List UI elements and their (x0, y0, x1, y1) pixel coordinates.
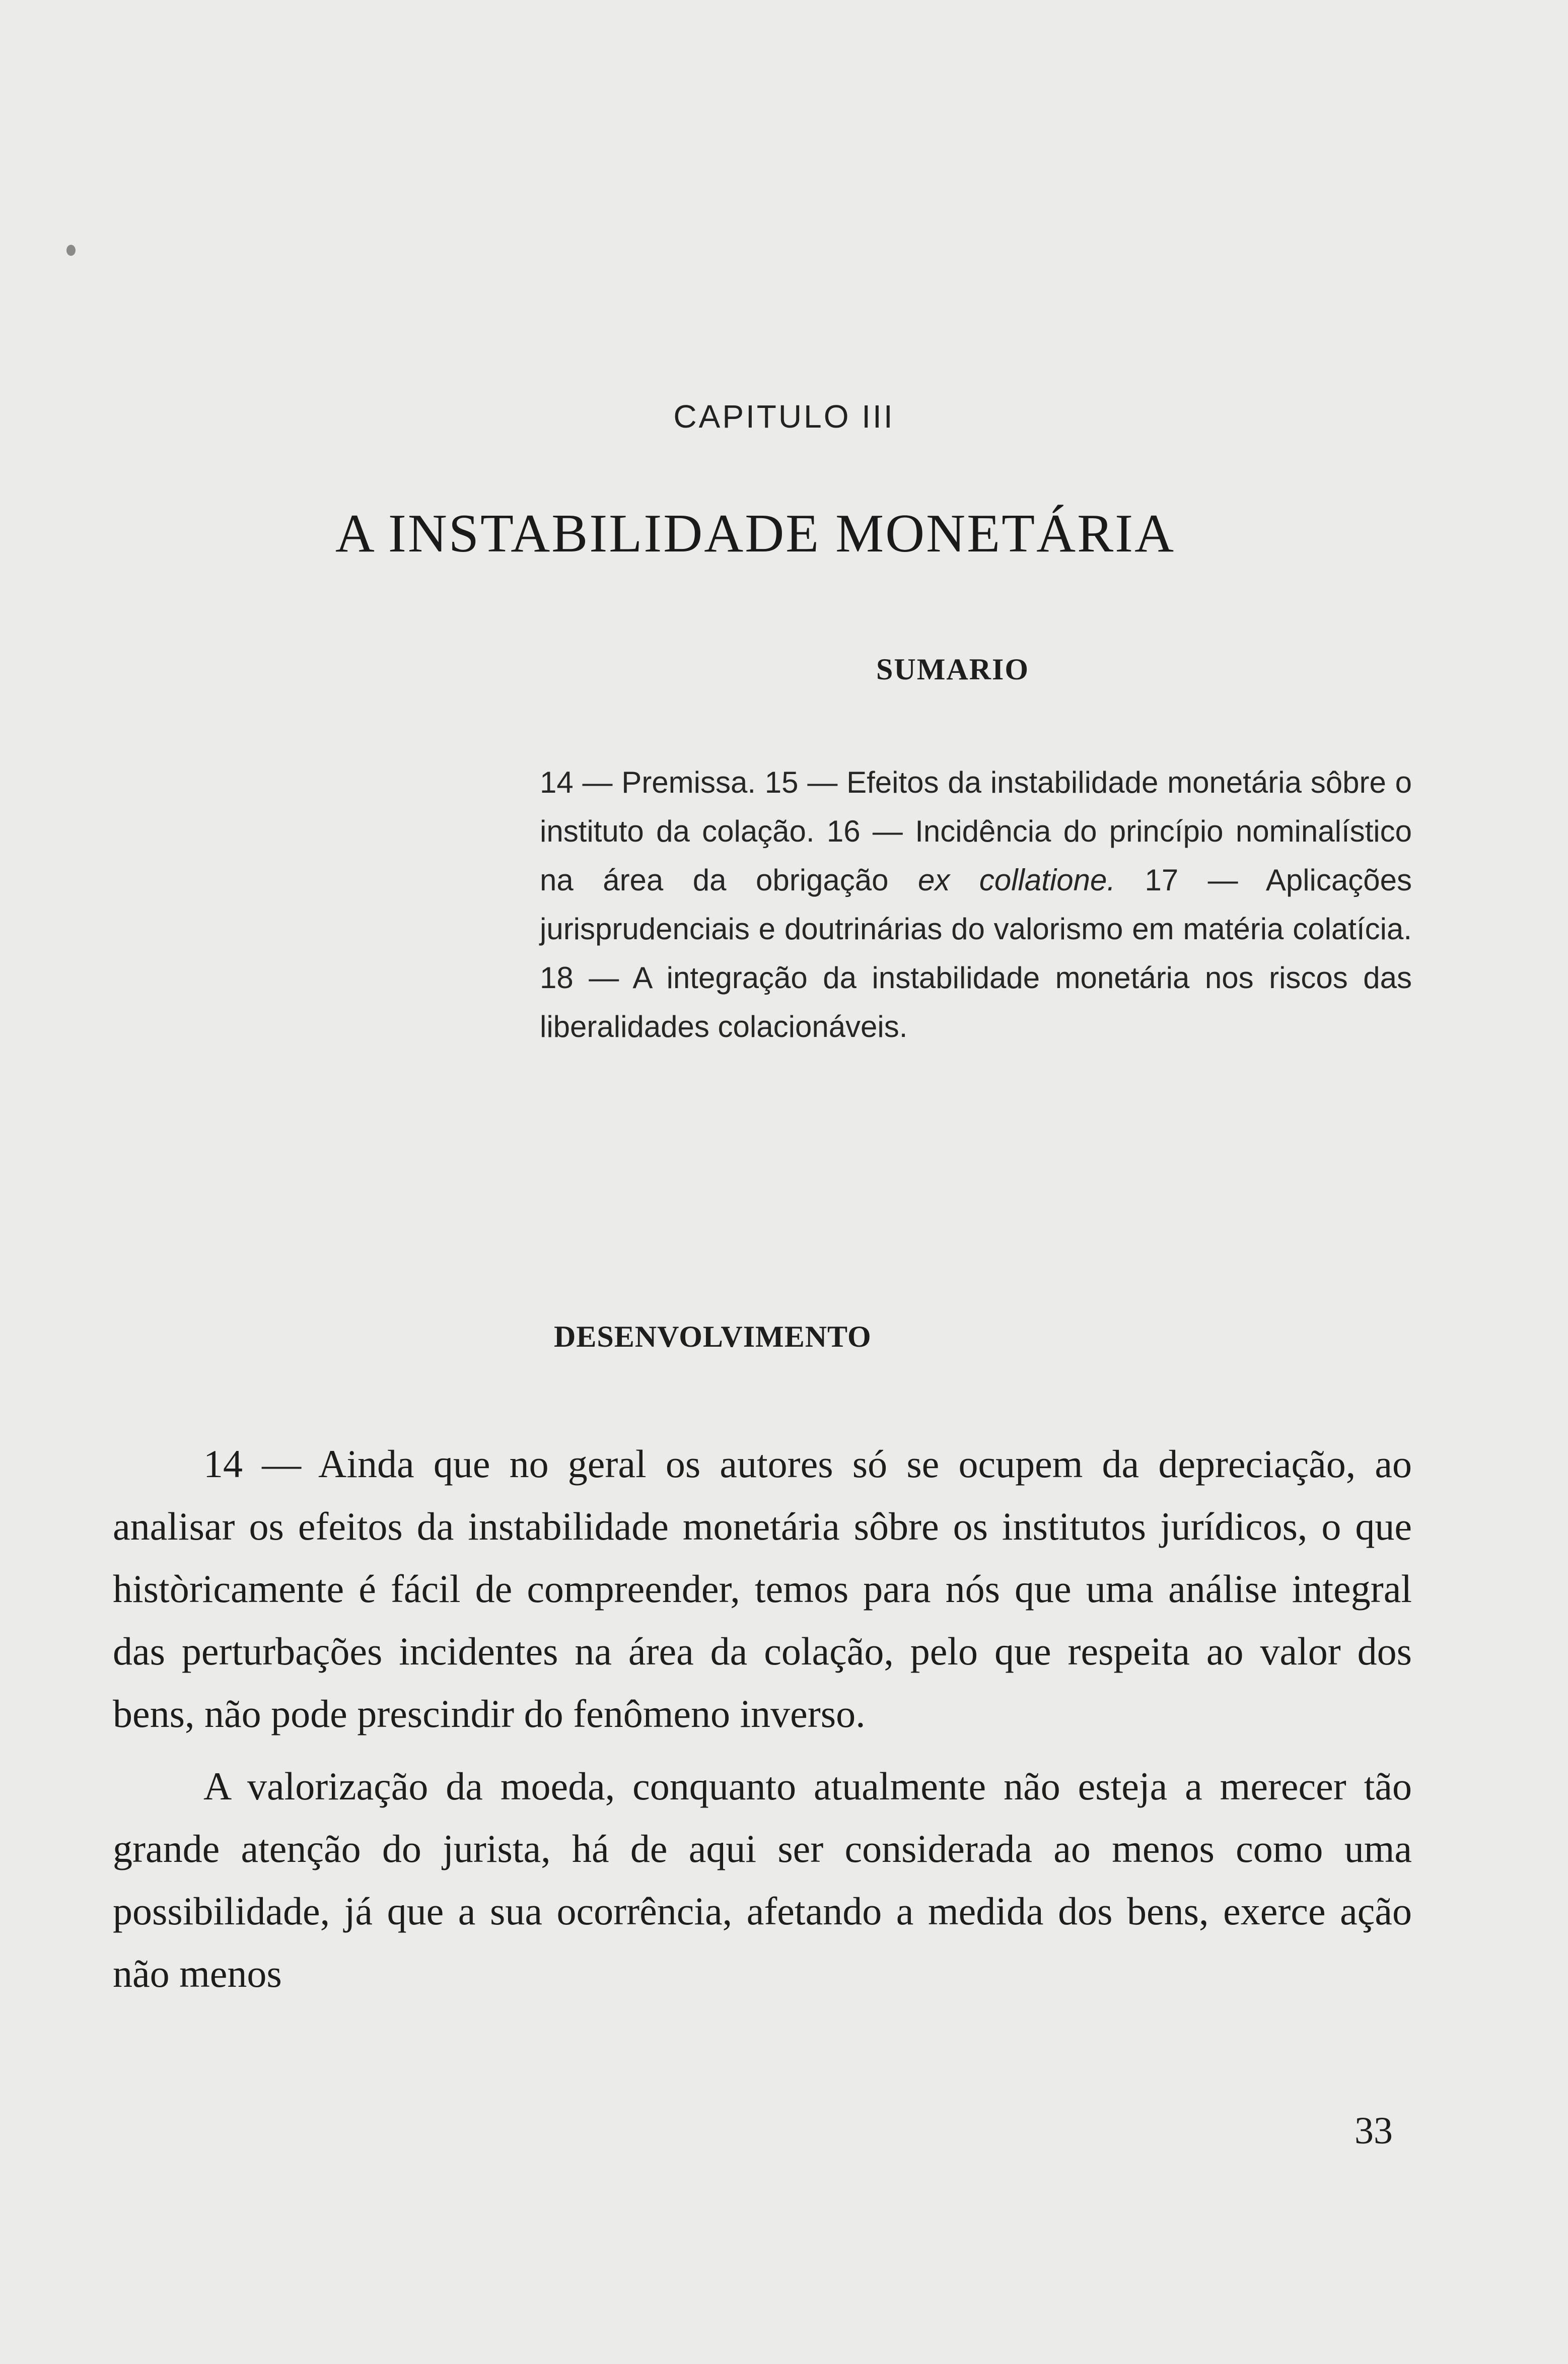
chapter-label: CAPITULO III (673, 398, 895, 435)
development-heading: DESENVOLVIMENTO (554, 1320, 872, 1353)
summary-text-part1: 14 — Premissa. 15 — Efeitos da instabilidade monetária sôbre o instituto da colação. 16 — Incidência do princípio nominalístico na área da obrigação (540, 766, 1412, 897)
ink-speck (66, 245, 76, 256)
summary-text (540, 758, 1412, 1051)
body-text (113, 1433, 1412, 2015)
summary-heading: SUMARIO (876, 653, 1030, 686)
body-paragraph-1: 14 — Ainda que no geral os autores só se ocupem da depreciação, ao analisar os efeitos da instabilidade monetária sôbre os institutos jurídicos, o que històricamente é fácil de compreender, temos para nós que uma análise integral das perturbações incidentes na área da colação, pelo que respeita ao valor dos bens, não pode prescindir do fenômeno inverso. (113, 1442, 1412, 1735)
body-paragraph-2: A valorização da moeda, conquanto atualmente não esteja a merecer tão grande atenção do jurista, há de aqui ser considerada ao menos como uma possibilidade, já que a sua ocorrência, afetando a medida dos bens, exerce ação não menos (113, 1764, 1412, 1995)
summary-text-italic: ex collatione. (917, 863, 1115, 897)
page-number: 33 (1355, 2110, 1393, 2152)
chapter-title: A INSTABILIDADE MONETÁRIA (335, 504, 1176, 564)
summary-text-part2: 17 — Aplicações jurisprudenciais e doutrinárias do valorismo em matéria colatícia. 18 — A integração da instabilidade monetária nos riscos das liberalidades colacionáveis. (540, 863, 1412, 1044)
